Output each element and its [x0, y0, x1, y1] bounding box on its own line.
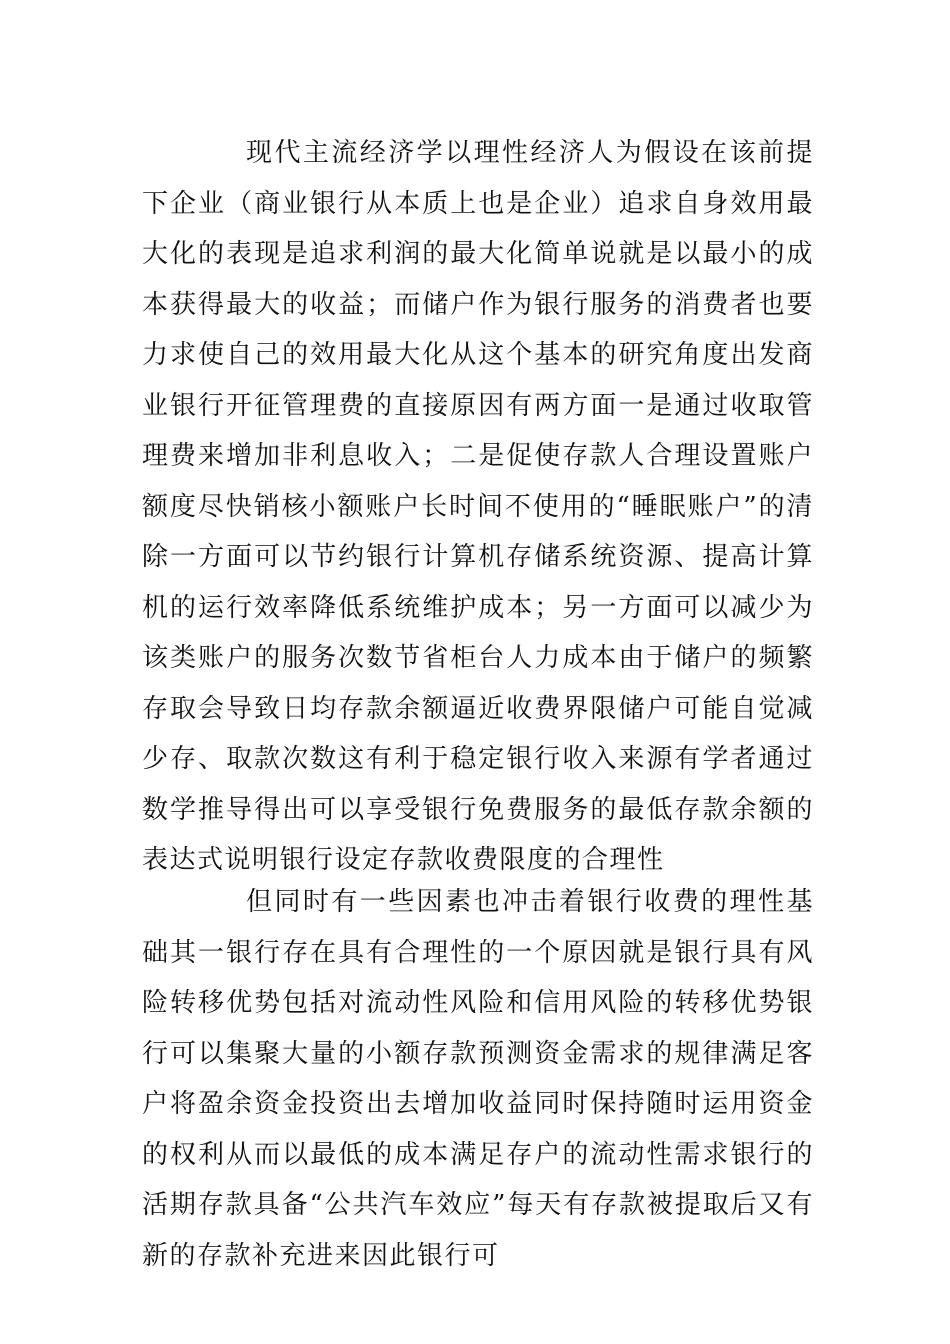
body-paragraph-1: 现代主流经济学以理性经济人为假设在该前提下企业（商业银行从本质上也是企业）追求自身效用最大化的表现是追求利润的最大化简单说就是以最小的成本获得最大的收益；而储户作为银行服务的消费者也要力求使自己的效用最大化从这个基本的研究角度出发商业银行开征管理费的直接原因有两方面一是通过收取管理费来增加非利息收入；二是促使存款人合理设置账户额度尽快销核小额账户长时间不使用的“睡眠账户”的清除一方面可以节约银行计算机存储系统资源、提高计算机的运行效率降低系统维护成本；另一方面可以减少为该类账户的服务次数节省柜台人力成本由于储户的频繁存取会导致日均存款余额逼近收费界限储户可能自觉减少存、取款次数这有利于稳定银行收入来源有学者通过数学推导得出可以享受银行免费服务的最低存款余额的表达式说明银行设定存款收费限度的合理性: [142, 138, 814, 875]
body-paragraph-2: 但同时有一些因素也冲击着银行收费的理性基础其一银行存在具有合理性的一个原因就是银行具有风险转移优势包括对流动性风险和信用风险的转移优势银行可以集聚大量的小额存款预测资金需求的规律满足客户将盈余资金投资出去增加收益同时保持随时运用资金的权利从而以最低的成本满足存户的流动性需求银行的活期存款具备“公共汽车效应”每天有存款被提取后又有新的存款补充进来因此银行可: [142, 887, 814, 1271]
